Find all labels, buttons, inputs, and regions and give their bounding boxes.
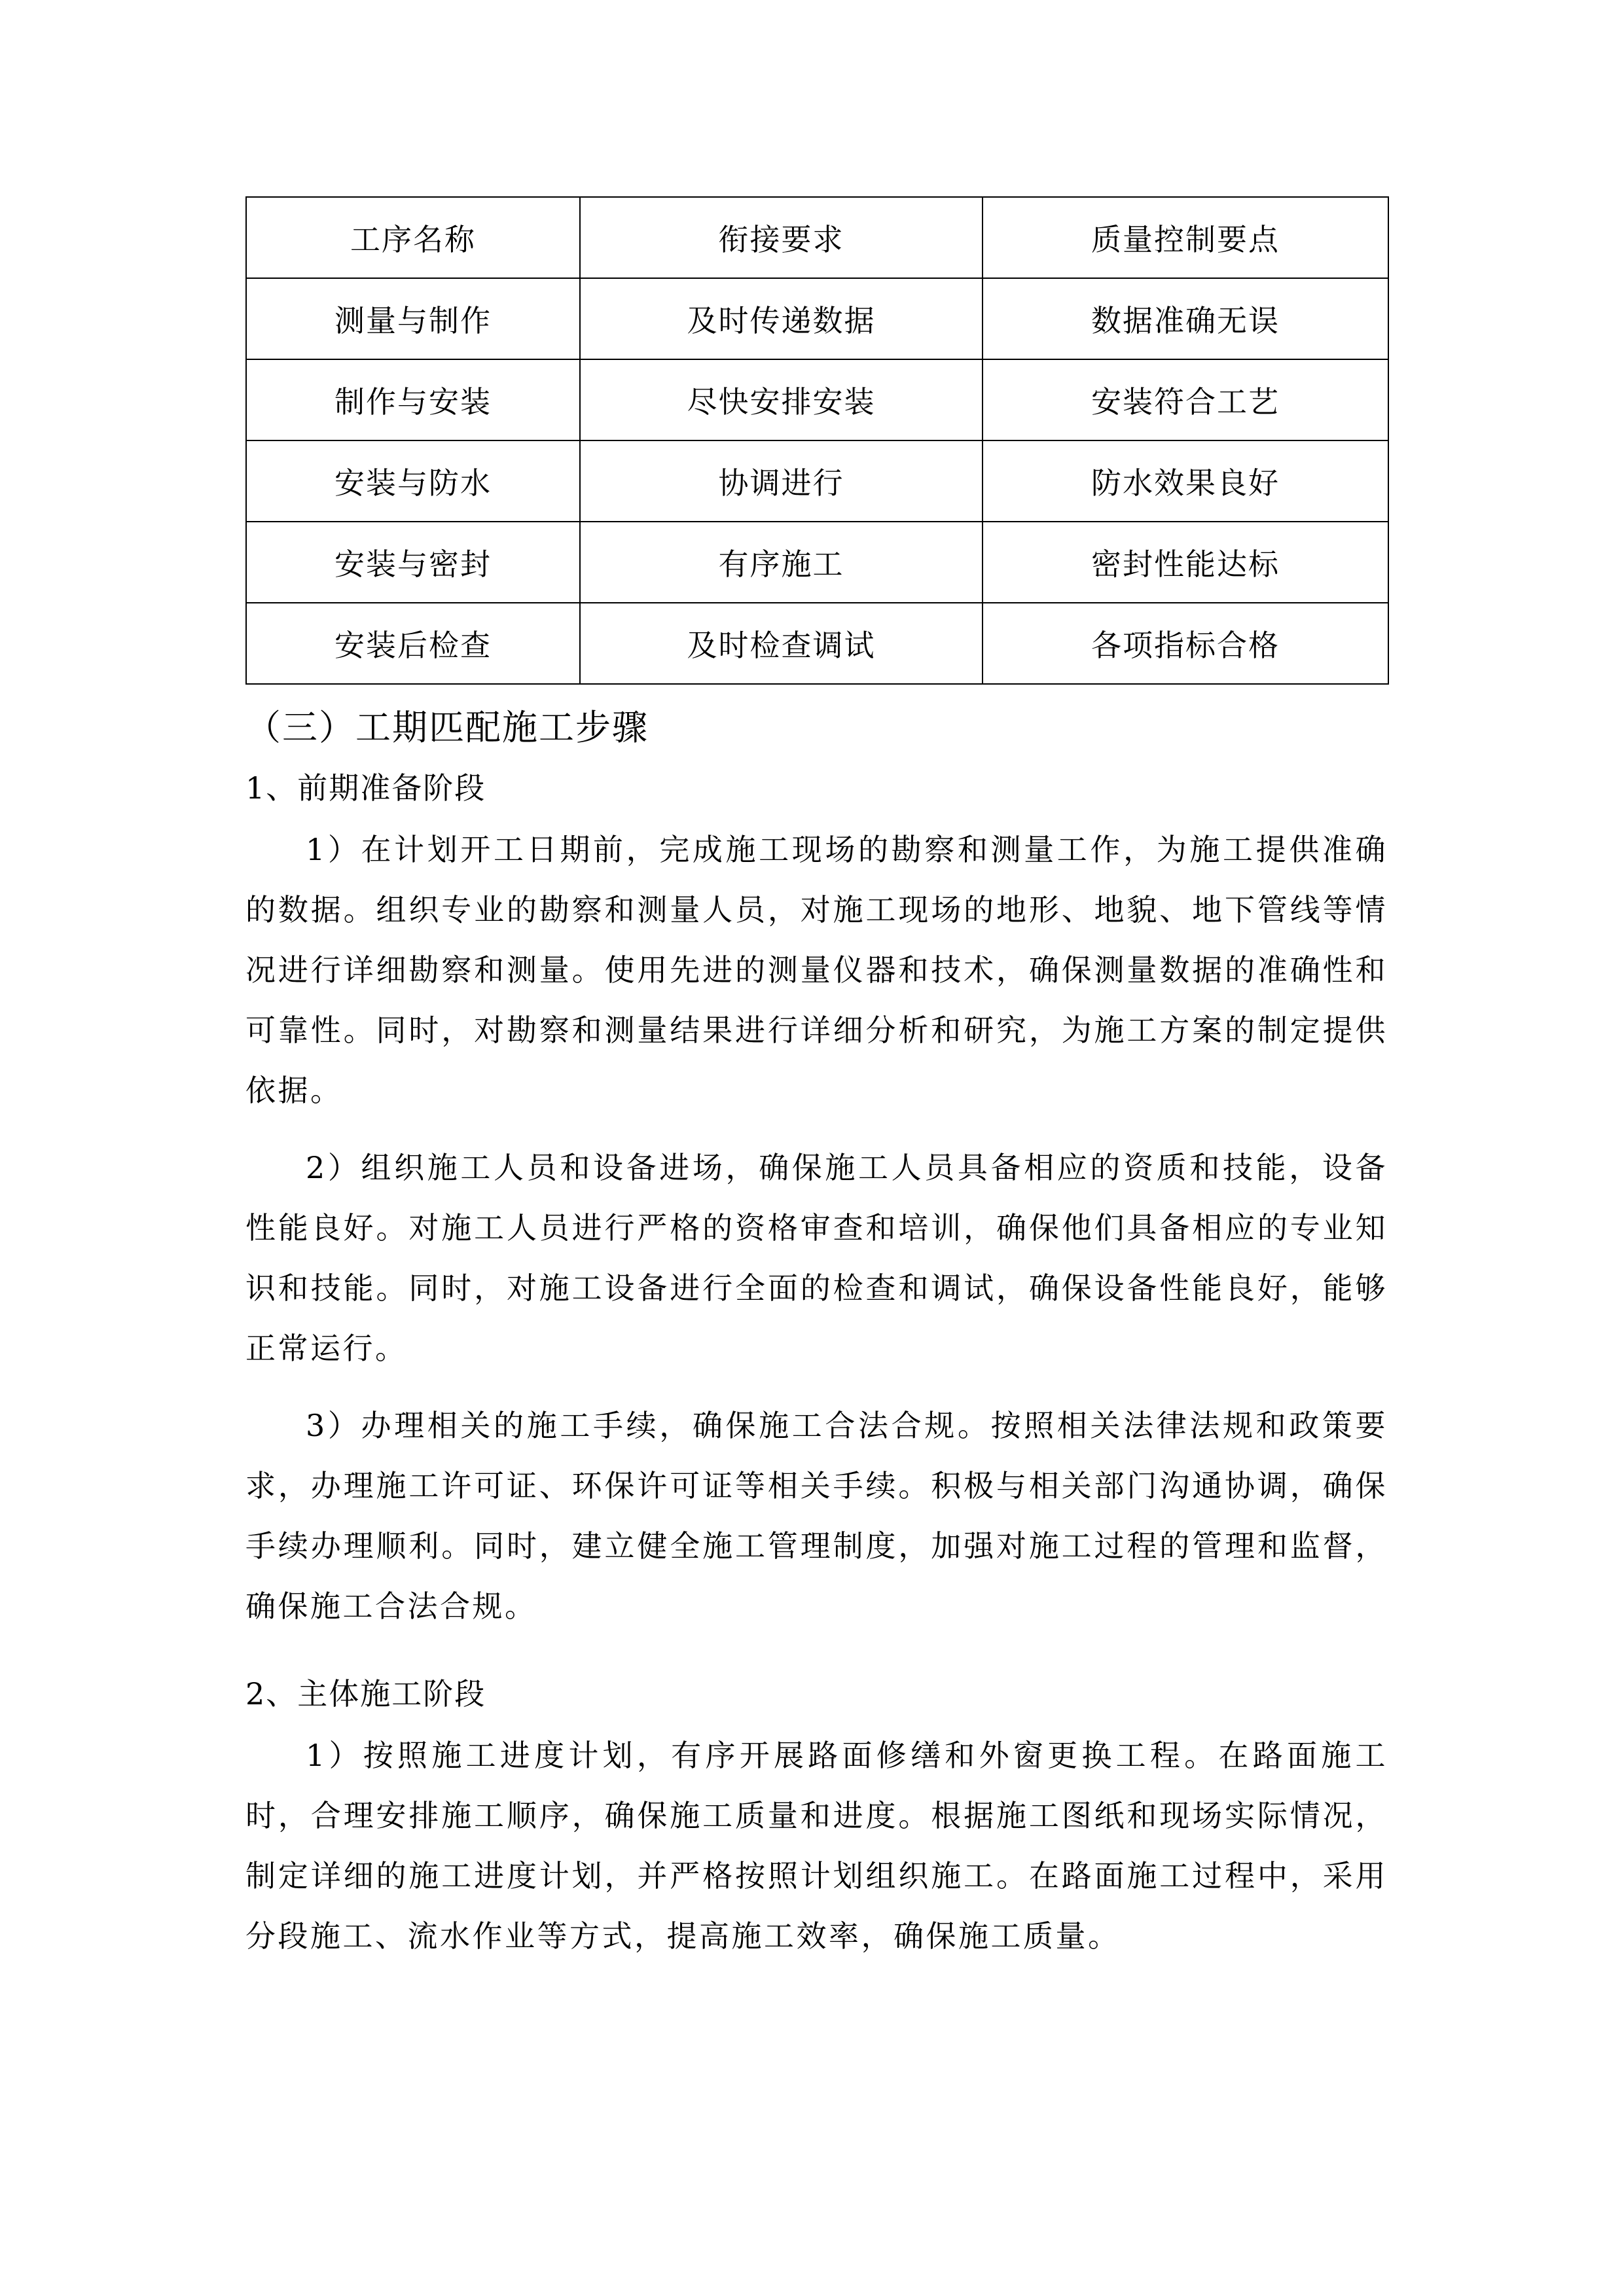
header-handoff-requirement: 衔接要求 — [580, 197, 983, 278]
table-cell: 数据准确无误 — [983, 278, 1388, 359]
process-handoff-table — [245, 196, 1389, 685]
table-cell: 密封性能达标 — [983, 522, 1388, 603]
table-cell: 安装与防水 — [246, 440, 580, 522]
table-row — [246, 603, 1388, 684]
table-cell: 制作与安装 — [246, 359, 580, 440]
table-cell: 及时传递数据 — [580, 278, 983, 359]
table-row — [246, 522, 1388, 603]
table-cell: 及时检查调试 — [580, 603, 983, 684]
table-cell: 有序施工 — [580, 522, 983, 603]
document-page — [245, 196, 1388, 1983]
table-header-row — [246, 197, 1388, 278]
table-cell: 安装与密封 — [246, 522, 580, 603]
paragraph: 3）办理相关的施工手续，确保施工合法合规。按照相关法律法规和政策要求，办理施工许可证、环保许可证等相关手续。积极与相关部门沟通协调，确保手续办理顺利。同时，建立健全施工管理制度，加强对施工过程的管理和监督，确保施工合法合规。 — [245, 1408, 1388, 1624]
spacer — [245, 1653, 1388, 1662]
paragraph: 1）按照施工进度计划，有序开展路面修缮和外窗更换工程。在路面施工时，合理安排施工顺序，确保施工质量和进度。根据施工图纸和现场实际情况，制定详细的施工进度计划，并严格按照计划组织施工。在路面施工过程中，采用分段施工、流水作业等方式，提高施工效率，确保施工质量。 — [245, 1738, 1388, 1954]
table-cell: 防水效果良好 — [983, 440, 1388, 522]
paragraph: 1）在计划开工日期前，完成施工现场的勘察和测量工作，为施工提供准确的数据。组织专业的勘察和测量人员，对施工现场的地形、地貌、地下管线等情况进行详细勘察和测量。使用先进的测量仪器和技术，确保测量数据的准确性和可靠性。同时，对勘察和测量结果进行详细分析和研究，为施工方案的制定提供依据。 — [245, 832, 1388, 1108]
header-process-name: 工序名称 — [246, 197, 580, 278]
table-row — [246, 278, 1388, 359]
table-cell: 各项指标合格 — [983, 603, 1388, 684]
stage-title-preparation: 1、前期准备阶段 — [245, 770, 486, 806]
table-cell: 安装后检查 — [246, 603, 580, 684]
table-row — [246, 440, 1388, 522]
table-cell: 协调进行 — [580, 440, 983, 522]
section-heading: （三）工期匹配施工步骤 — [245, 707, 649, 748]
paragraph: 2）组织施工人员和设备进场，确保施工人员具备相应的资质和技能，设备性能良好。对施工人员进行严格的资格审查和培训，确保他们具备相应的专业知识和技能。同时，对施工设备进行全面的检查和调试，确保设备性能良好，能够正常运行。 — [245, 1150, 1388, 1366]
table-cell: 安装符合工艺 — [983, 359, 1388, 440]
table-row — [246, 359, 1388, 440]
table-cell: 测量与制作 — [246, 278, 580, 359]
header-quality-control-points: 质量控制要点 — [983, 197, 1388, 278]
table-cell: 尽快安排安装 — [580, 359, 983, 440]
stage-title-main-construction: 2、主体施工阶段 — [245, 1676, 486, 1712]
